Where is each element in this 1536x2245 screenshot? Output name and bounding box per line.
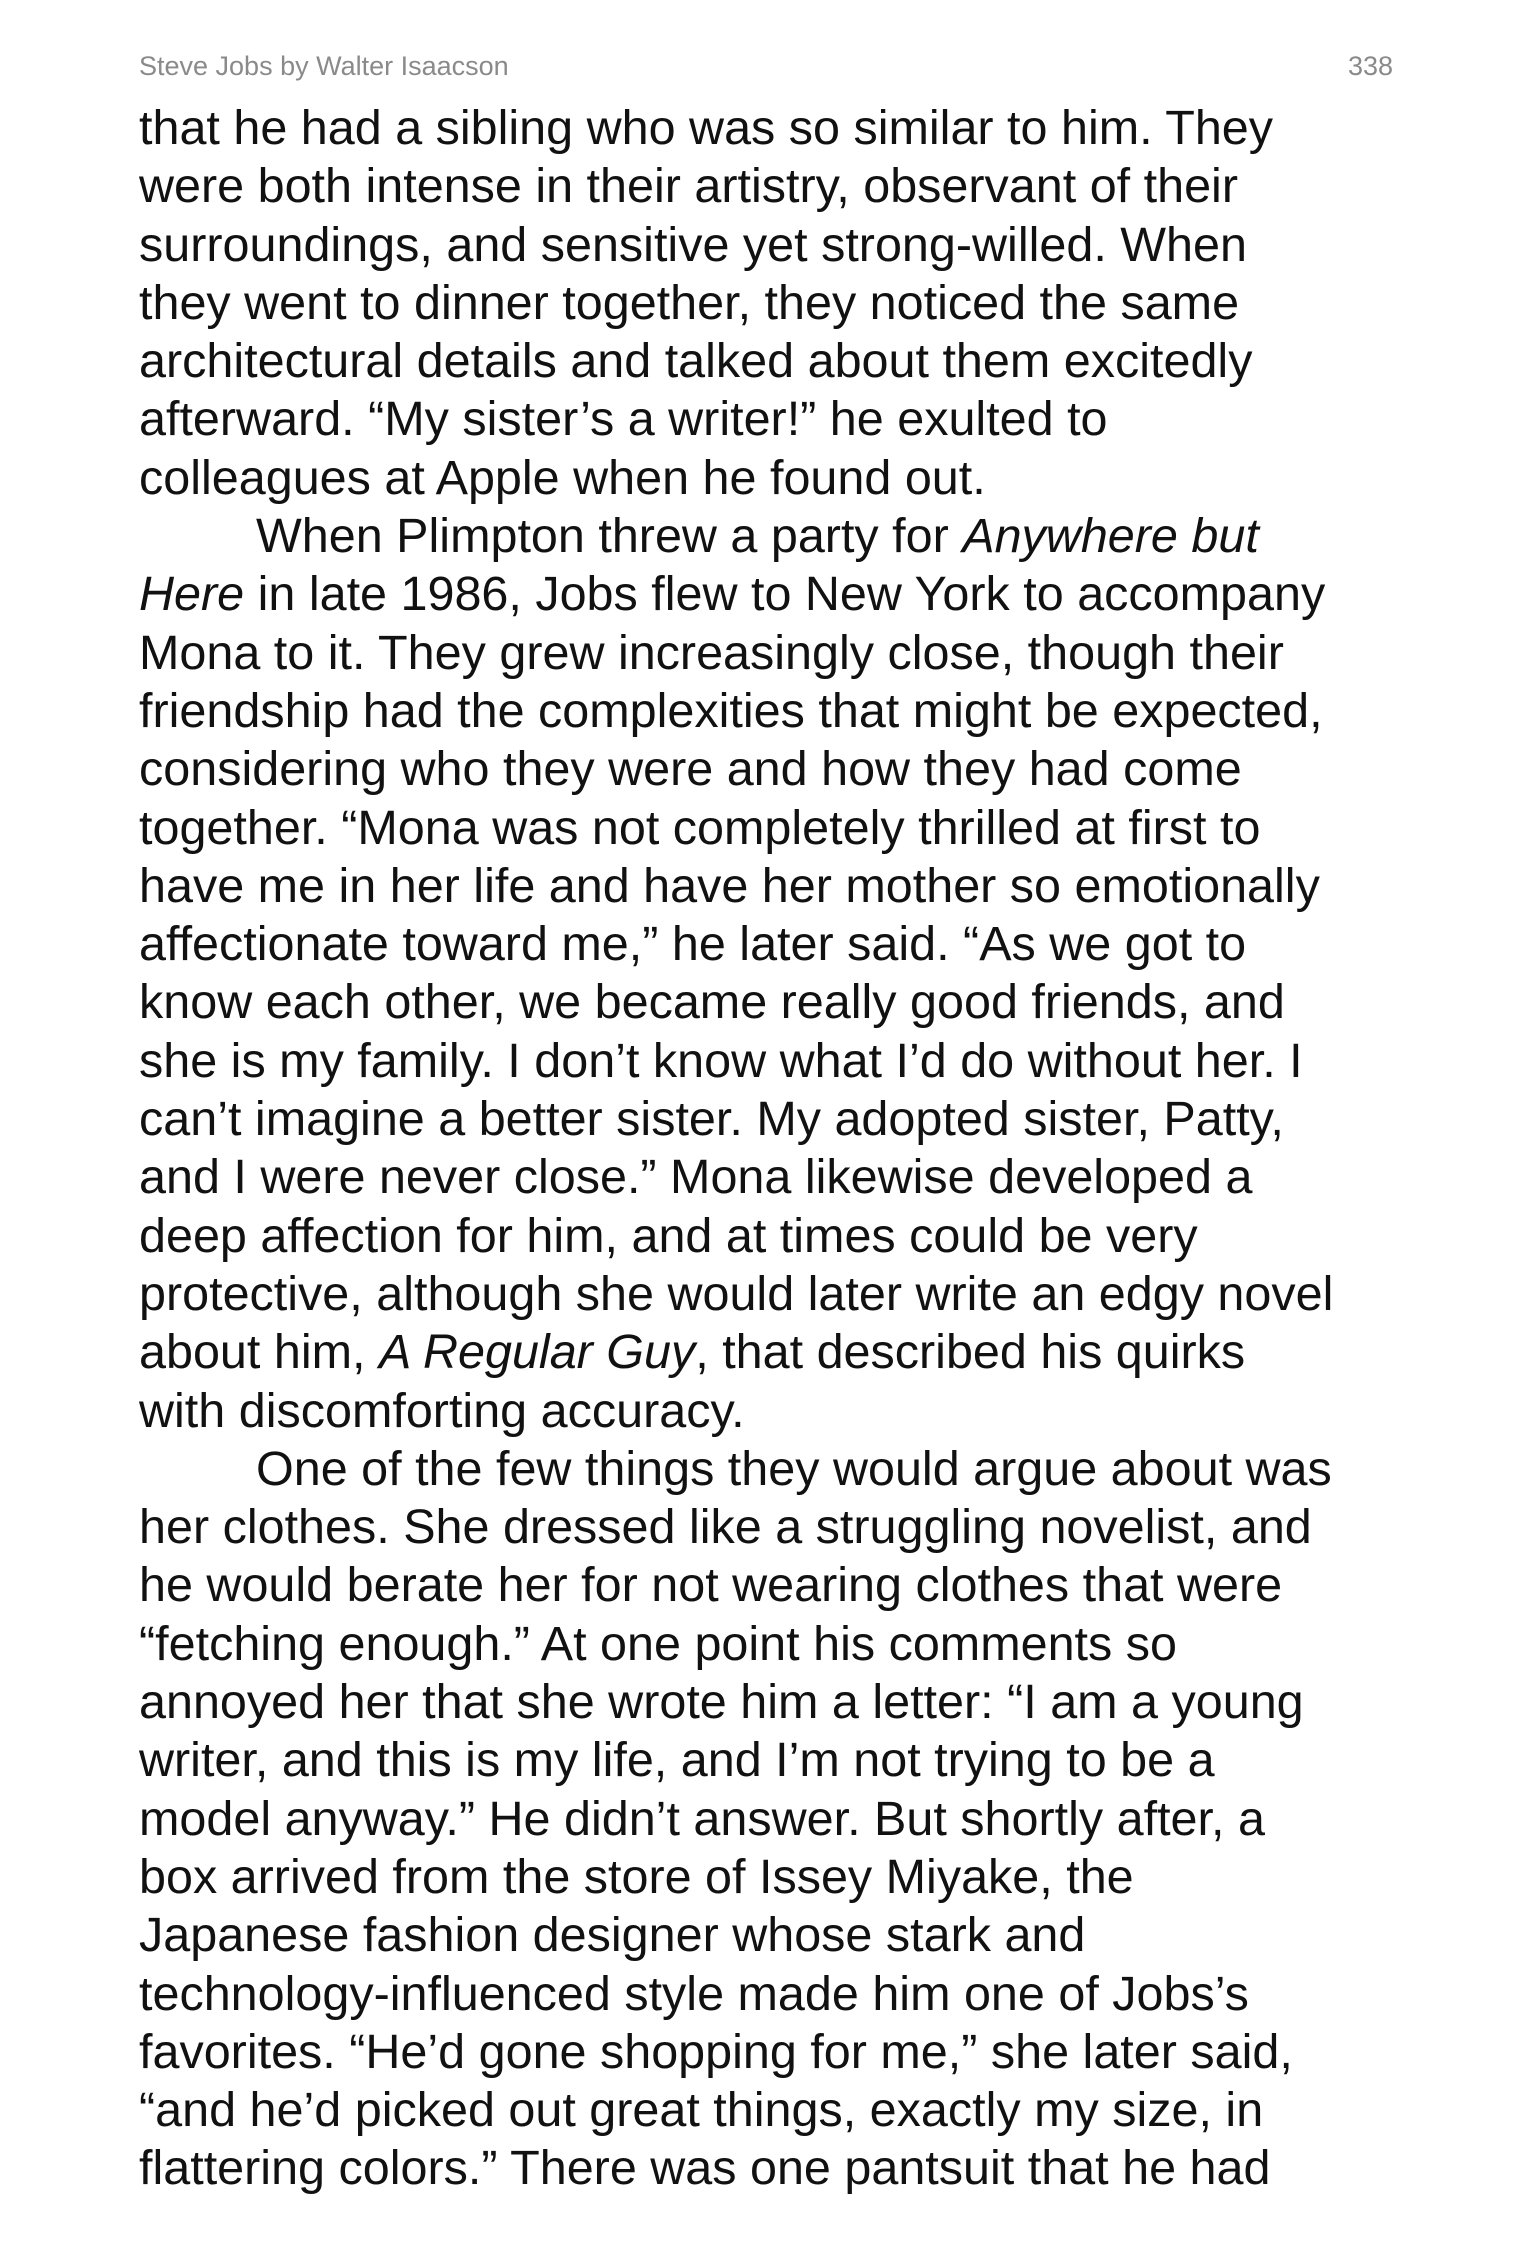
text-line xyxy=(139,2139,1404,2197)
text-line xyxy=(139,449,1404,507)
text-line xyxy=(139,390,1404,448)
text-segment: can’t imagine a better sister. My adopted sister, Patty, xyxy=(139,1092,1284,1147)
page-number: 338 xyxy=(1347,50,1393,81)
text-segment: about him, xyxy=(139,1325,379,1380)
text-segment: annoyed her that she wrote him a letter: “I am a young xyxy=(139,1675,1304,1730)
text-segment: were both intense in their artistry, observant of their xyxy=(139,159,1238,214)
text-segment: afterward. “My sister’s a writer!” he exulted to xyxy=(139,392,1108,447)
text-line xyxy=(139,332,1404,390)
text-segment: have me in her life and have her mother so emotionally xyxy=(139,858,1320,913)
text-line xyxy=(139,1906,1404,1964)
text-line xyxy=(139,157,1404,215)
italic-title-text: A Regular Guy xyxy=(378,1325,696,1380)
text-segment: and I were never close.” Mona likewise developed a xyxy=(139,1150,1253,1205)
text-line xyxy=(139,1440,1404,1498)
text-segment: affectionate toward me,” he later said. “As we got to xyxy=(139,917,1247,972)
text-segment: friendship had the complexities that might be expected, xyxy=(139,683,1323,738)
book-title: Steve Jobs by Walter Isaacson xyxy=(139,50,509,81)
text-segment: Japanese fashion designer whose stark and xyxy=(139,1908,1086,1963)
text-segment: model anyway.” He didn’t answer. But shortly after, a xyxy=(139,1791,1265,1846)
text-segment: he would berate her for not wearing clothes that were xyxy=(139,1558,1283,1613)
text-segment: writer, and this is my life, and I’m not trying to be a xyxy=(139,1733,1215,1788)
text-line xyxy=(139,1556,1404,1614)
text-line xyxy=(139,2023,1404,2081)
text-segment: in late 1986, Jobs flew to New York to accompany xyxy=(244,567,1326,622)
italic-title-text: Anywhere but xyxy=(962,509,1259,564)
text-line xyxy=(139,1498,1404,1556)
text-line xyxy=(139,1673,1404,1731)
text-segment: , that described his quirks xyxy=(695,1325,1246,1380)
italic-title-text: Here xyxy=(139,567,245,622)
text-line xyxy=(139,973,1404,1031)
text-line xyxy=(139,857,1404,915)
text-segment: technology-influenced style made him one of Jobs’s xyxy=(139,1966,1249,2021)
text-line xyxy=(139,1382,1404,1440)
running-header xyxy=(139,48,1393,84)
body-text xyxy=(139,99,1404,2198)
text-segment: protective, although she would later write an edgy novel xyxy=(139,1266,1334,1321)
text-line xyxy=(139,1790,1404,1848)
text-line xyxy=(139,1323,1404,1381)
text-line xyxy=(139,1207,1404,1265)
text-segment: considering who they were and how they had come xyxy=(139,742,1242,797)
text-segment: she is my family. I don’t know what I’d do without her. I xyxy=(139,1033,1303,1088)
text-line xyxy=(139,1615,1404,1673)
text-line xyxy=(139,682,1404,740)
text-segment: deep affection for him, and at times could be very xyxy=(139,1208,1198,1263)
text-segment: One of the few things they would argue about was xyxy=(256,1441,1332,1496)
text-line xyxy=(139,624,1404,682)
text-line xyxy=(139,1265,1404,1323)
text-line xyxy=(139,740,1404,798)
text-segment: Mona to it. They grew increasingly close, though their xyxy=(139,625,1284,680)
text-segment: colleagues at Apple when he found out. xyxy=(139,450,986,505)
text-segment: they went to dinner together, they noticed the same xyxy=(139,275,1240,330)
text-line xyxy=(139,799,1404,857)
text-segment: know each other, we became really good friends, and xyxy=(139,975,1285,1030)
text-line xyxy=(139,1848,1404,1906)
text-segment: surroundings, and sensitive yet strong-willed. When xyxy=(139,217,1247,272)
text-segment: together. “Mona was not completely thrilled at first to xyxy=(139,800,1261,855)
text-line xyxy=(139,1965,1404,2023)
text-line xyxy=(139,274,1404,332)
text-line xyxy=(139,1090,1404,1148)
text-line xyxy=(139,99,1404,157)
text-line xyxy=(139,2081,1404,2139)
text-segment: favorites. “He’d gone shopping for me,” she later said, xyxy=(139,2024,1293,2079)
text-segment: flattering colors.” There was one pantsuit that he had xyxy=(139,2141,1271,2196)
text-segment: her clothes. She dressed like a struggling novelist, and xyxy=(139,1500,1312,1555)
text-segment: box arrived from the store of Issey Miyake, the xyxy=(139,1849,1134,1904)
text-segment: architectural details and talked about them excitedly xyxy=(139,334,1253,389)
text-segment: “and he’d picked out great things, exactly my size, in xyxy=(139,2083,1264,2138)
text-segment: When Plimpton threw a party for xyxy=(256,509,963,564)
text-line xyxy=(139,915,1404,973)
text-segment: “fetching enough.” At one point his comments so xyxy=(139,1616,1177,1671)
text-line xyxy=(139,507,1404,565)
text-line xyxy=(139,1032,1404,1090)
text-line xyxy=(139,565,1404,623)
text-line xyxy=(139,1731,1404,1789)
text-line xyxy=(139,1148,1404,1206)
text-line xyxy=(139,216,1404,274)
text-segment: that he had a sibling who was so similar to him. They xyxy=(139,101,1274,155)
text-segment: with discomforting accuracy. xyxy=(139,1383,745,1438)
